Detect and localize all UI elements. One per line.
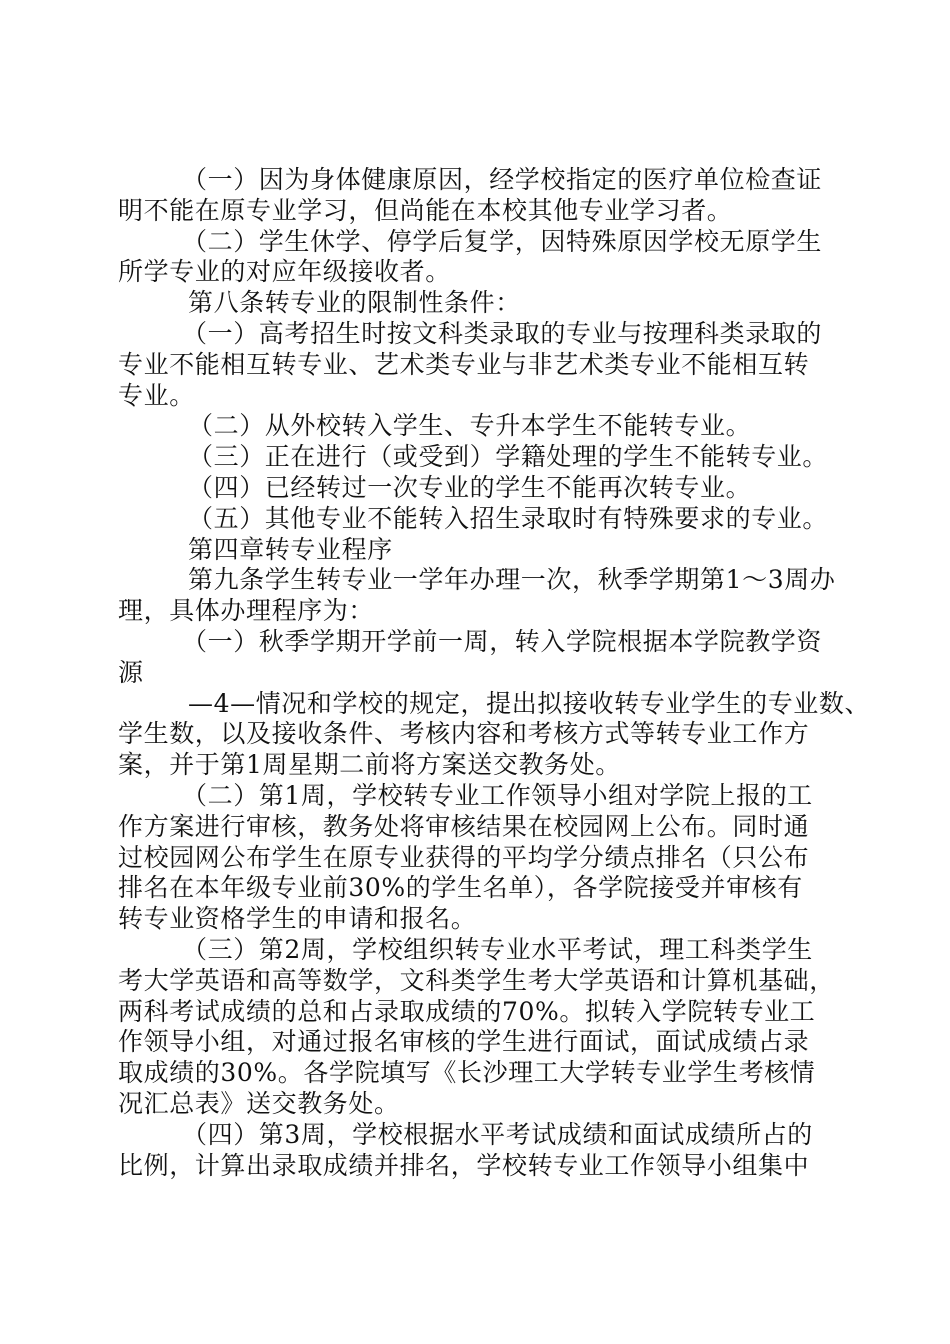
paragraph-line: 案，并于第1周星期二前将方案送交教务处。 — [118, 750, 621, 780]
paragraph-line: 况汇总表》送交教务处。 — [118, 1088, 400, 1118]
paragraph-line: （一）秋季学期开学前一周，转入学院根据本学院教学资 — [182, 626, 823, 656]
paragraph-line: 源 — [118, 657, 144, 687]
paragraph-line: —4—情况和学校的规定，提出拟接收转专业学生的专业数、 — [188, 688, 871, 718]
paragraph-line: 明不能在原专业学习，但尚能在本校其他专业学习者。 — [118, 195, 733, 225]
paragraph-line: （三）正在进行（或受到）学籍处理的学生不能转专业。 — [188, 442, 829, 472]
paragraph-line: （四）已经转过一次专业的学生不能再次转专业。 — [188, 472, 752, 502]
paragraph-line: （一）因为身体健康原因，经学校指定的医疗单位检查证 — [182, 165, 823, 194]
paragraph-line: （二）从外校转入学生、专升本学生不能转专业。 — [188, 411, 752, 441]
article-heading: 第八条转专业的限制性条件： — [188, 288, 521, 318]
paragraph-line: 取成绩的30%。各学院填写《长沙理工大学转专业学生考核情 — [118, 1058, 816, 1088]
paragraph-line: （四）第3周，学校根据水平考试成绩和面试成绩所占的 — [182, 1119, 813, 1149]
paragraph-line: 转专业资格学生的申请和报名。 — [118, 904, 477, 934]
paragraph-line: （五）其他专业不能转入招生录取时有特殊要求的专业。 — [188, 503, 829, 533]
paragraph-line: 作领导小组，对通过报名审核的学生进行面试，面试成绩占录 — [118, 1027, 810, 1057]
paragraph-line: 比例，计算出录取成绩并排名，学校转专业工作领导小组集中 — [118, 1150, 810, 1180]
paragraph-line: 考大学英语和高等数学，文科类学生考大学英语和计算机基础， — [118, 965, 835, 995]
paragraph-line: 理，具体办理程序为： — [118, 596, 375, 626]
paragraph-line: （三）第2周，学校组织转专业水平考试，理工科类学生 — [182, 934, 813, 964]
paragraph-line: 学生数，以及接收条件、考核内容和考核方式等转专业工作方 — [118, 719, 810, 749]
article-heading: 第九条学生转专业一学年办理一次，秋季学期第1～3周办 — [188, 565, 836, 595]
paragraph-line: 过校园网公布学生在原专业获得的平均学分绩点排名（只公布 — [118, 842, 810, 872]
paragraph-line: 作方案进行审核，教务处将审核结果在校园网上公布。同时通 — [118, 811, 810, 841]
paragraph-line: 专业。 — [118, 380, 195, 410]
paragraph-line: （二）第1周，学校转专业工作领导小组对学院上报的工 — [182, 780, 813, 810]
paragraph-line: 所学专业的对应年级接收者。 — [118, 257, 451, 287]
paragraph-line: 两科考试成绩的总和占录取成绩的70%。拟转入学院转专业工 — [118, 996, 816, 1026]
paragraph-line: （二）学生休学、停学后复学，因特殊原因学校无原学生 — [182, 226, 823, 256]
paragraph-line: 专业不能相互转专业、艺术类专业与非艺术类专业不能相互转 — [118, 349, 810, 379]
chapter-heading: 第四章转专业程序 — [188, 534, 393, 564]
paragraph-line: （一）高考招生时按文科类录取的专业与按理科类录取的 — [182, 318, 823, 348]
document-body — [118, 165, 871, 1181]
paragraph-line: 排名在本年级专业前30%的学生名单），各学院接受并审核有 — [118, 873, 803, 903]
